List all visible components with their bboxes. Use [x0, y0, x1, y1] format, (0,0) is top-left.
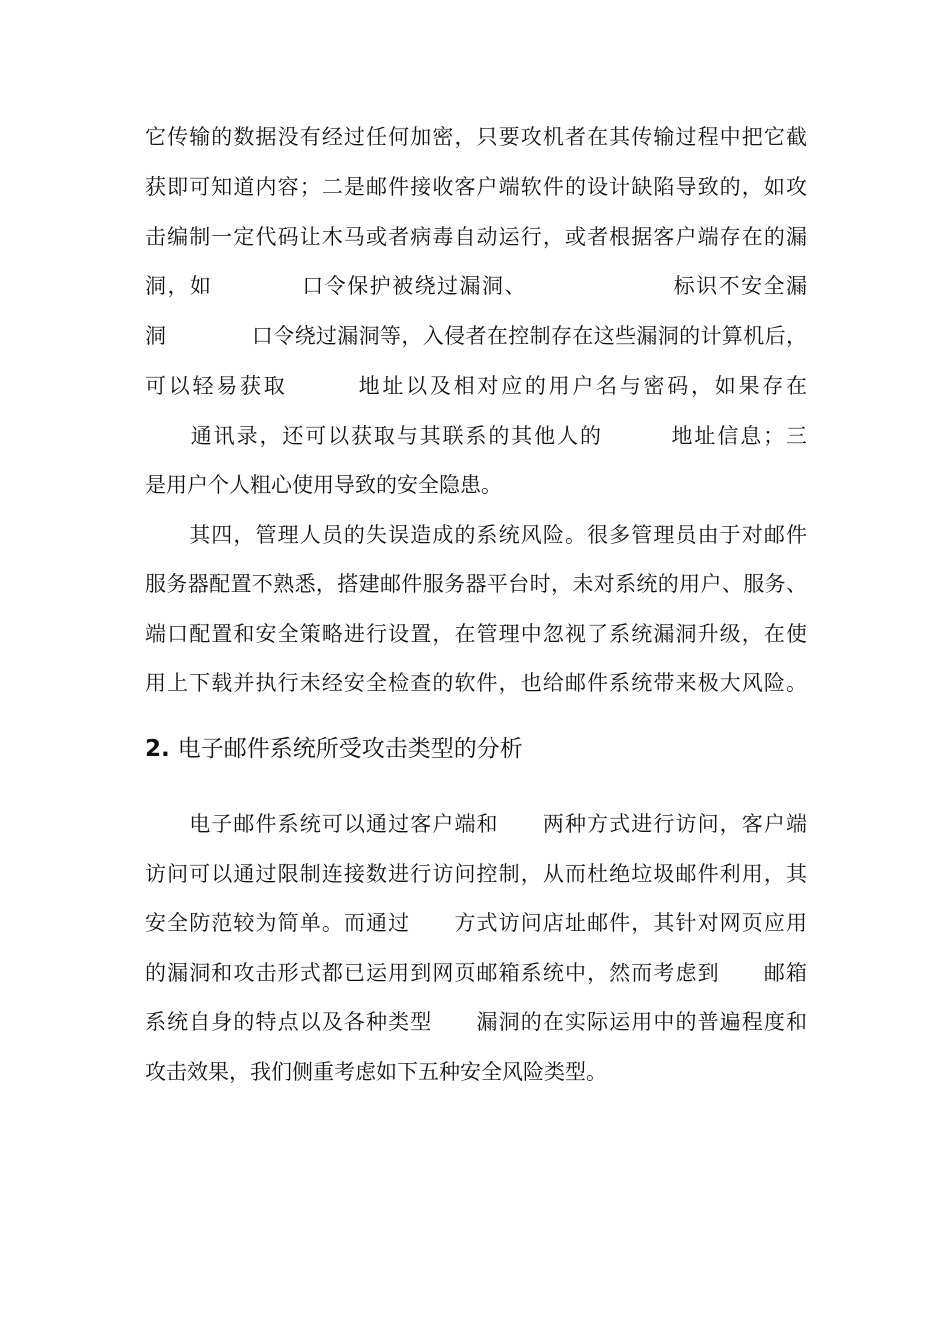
text-line: 洞，如 口令保护被绕过漏洞、 标识不安全漏	[145, 274, 807, 298]
text-line: 获即可知道内容；二是邮件接收客户端软件的设计缺陷导致的，如攻	[145, 175, 807, 199]
text-line: 击编制一定代码让木马或者病毒自动运行，或者根据客户端存在的漏	[145, 225, 807, 249]
text-line: 通讯录，还可以获取与其联系的其他人的 地址信息；三	[145, 424, 807, 448]
text-line: 服务器配置不熟悉，搭建邮件服务器平台时，未对系统的用户、服务、	[145, 572, 807, 596]
text-line: 用上下载并执行未经安全检查的软件，也给邮件系统带来极大风险。	[145, 671, 807, 695]
text-line: 攻击效果，我们侧重考虑如下五种安全风险类型。	[145, 1060, 607, 1084]
text-line: 电子邮件系统可以通过客户端和 两种方式进行访问，客户端	[145, 812, 807, 836]
text-line: 安全防范较为简单。而通过 方式访问店址邮件，其针对网页应用	[145, 911, 807, 935]
text-line: 是用户个人粗心使用导致的安全隐患。	[145, 473, 502, 497]
section-heading	[145, 729, 807, 769]
text-line: 端口配置和安全策略进行设置，在管理中忽视了系统漏洞升级，在使	[145, 622, 807, 646]
text-line: 可以轻易获取 地址以及相对应的用户名与密码，如果存在	[145, 374, 807, 398]
text-line: 洞 口令绕过漏洞等，入侵者在控制存在这些漏洞的计算机后，	[145, 324, 807, 348]
section-number: 2.	[145, 736, 170, 762]
text-line: 访问可以通过限制连接数进行访问控制，从而杜绝垃圾邮件利用，其	[145, 862, 807, 886]
text-line: 系统自身的特点以及各种类型 漏洞的在实际运用中的普遍程度和	[145, 1010, 807, 1034]
text-line: 它传输的数据没有经过任何加密，只要攻机者在其传输过程中把它截	[145, 125, 807, 149]
text-line: 其四，管理人员的失误造成的系统风险。很多管理员由于对邮件	[145, 523, 807, 547]
text-line: 的漏洞和攻击形式都已运用到网页邮箱系统中，然而考虑到 邮箱	[145, 961, 807, 985]
section-title: 电子邮件系统所受攻击类型的分析	[177, 736, 523, 762]
